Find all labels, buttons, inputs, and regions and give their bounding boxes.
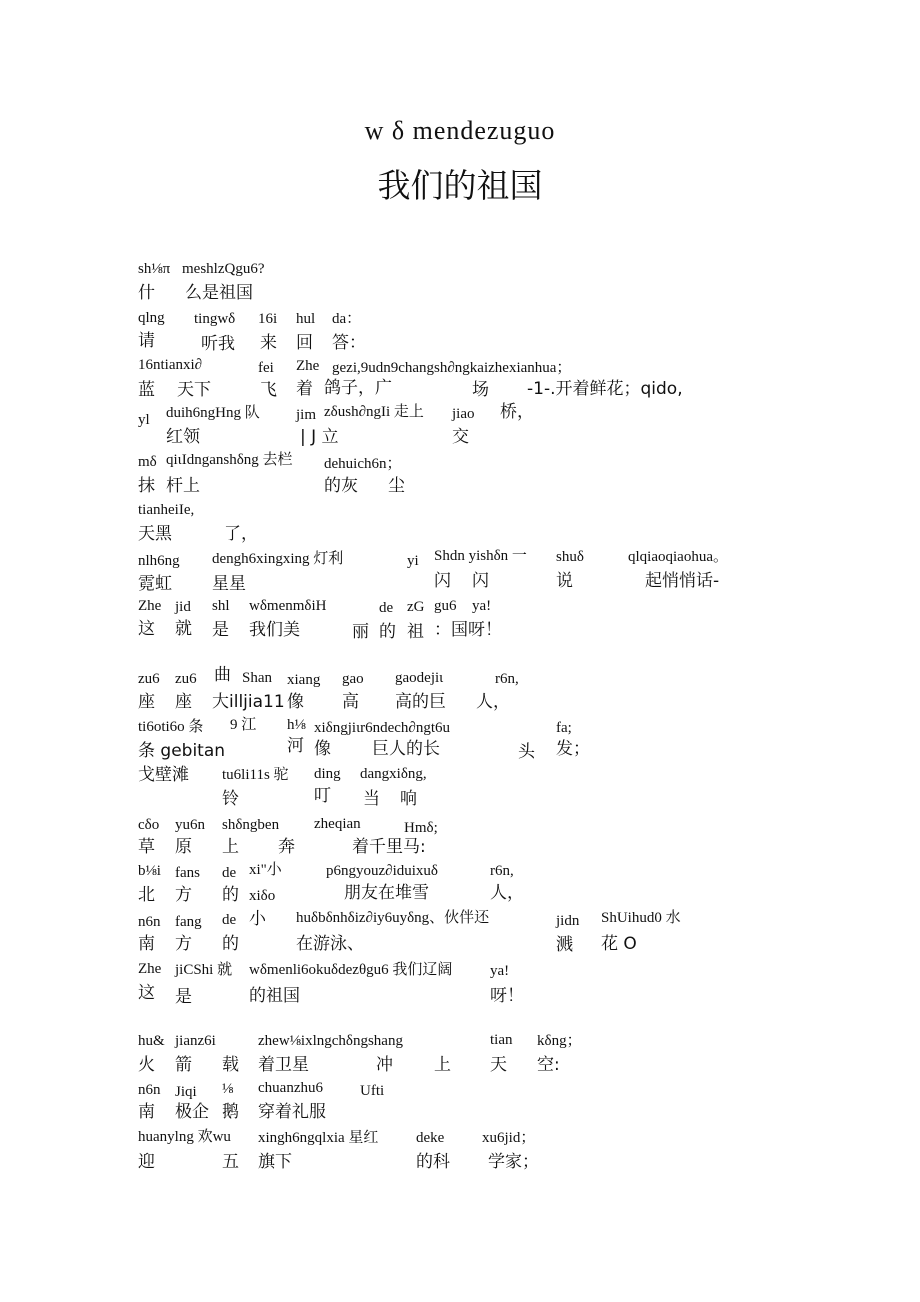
- pinyin-text: fa;: [556, 720, 572, 736]
- chinese-text: 北: [138, 885, 155, 905]
- chinese-text: 了，: [224, 524, 258, 544]
- chinese-text: 杆上: [166, 476, 200, 496]
- pinyin-text: yl: [138, 412, 150, 428]
- chinese-text: 叮: [314, 786, 331, 806]
- pinyin-text: deke: [416, 1130, 445, 1146]
- chinese-text: 朋友在堆雪: [344, 883, 429, 903]
- pinyin-text: shl: [212, 598, 230, 614]
- chinese-text: 发；: [556, 739, 590, 759]
- pinyin-text: meshlzQgu6?: [182, 261, 265, 277]
- pinyin-text: shδngben: [222, 817, 280, 833]
- chinese-text: 大illjia11: [212, 692, 285, 712]
- pinyin-text: Jiqi: [175, 1084, 197, 1100]
- chinese-text: 丽: [352, 622, 369, 642]
- pinyin-text: shuδ: [556, 549, 584, 565]
- pinyin-text: wδmenmδiH: [249, 598, 327, 614]
- chinese-text: 祖: [407, 622, 424, 642]
- chinese-text: 箭: [175, 1055, 192, 1075]
- chinese-text: 着千里马:: [352, 837, 426, 857]
- pinyin-text: ding: [314, 766, 341, 782]
- pinyin-text: Zhe: [138, 961, 162, 977]
- chinese-text: 的灰: [324, 476, 358, 496]
- chinese-text: 旗下: [258, 1152, 292, 1172]
- pinyin-text: gaodejiι: [395, 670, 444, 686]
- chinese-text: | J 立: [300, 427, 339, 447]
- pinyin-text: cδo: [138, 817, 160, 833]
- pinyin-text: ya!: [490, 963, 510, 979]
- pinyin-text: fans: [175, 865, 200, 881]
- pinyin-text: mδ: [138, 454, 157, 470]
- chinese-text: 鹅: [222, 1102, 239, 1122]
- chinese-text: 星星: [212, 574, 246, 594]
- chinese-text: 冲: [376, 1055, 393, 1075]
- pinyin-text: tianheiIe,: [138, 502, 195, 518]
- chinese-text: 蓝: [138, 380, 155, 400]
- chinese-text: 上: [222, 837, 239, 857]
- chinese-text: 方: [175, 934, 192, 954]
- pinyin-text: b⅛i: [138, 863, 161, 879]
- pinyin-text: xiδngjiιr6ndech∂ngt6u: [314, 720, 450, 736]
- pinyin-text: xiδo: [249, 888, 276, 904]
- pinyin-text: 9 江: [230, 717, 257, 733]
- chinese-text: 人，: [490, 883, 524, 903]
- chinese-text: 奔: [278, 837, 295, 857]
- pinyin-text: zδush∂ngIi 走上: [324, 404, 424, 420]
- chinese-text: 戈壁滩: [138, 765, 189, 785]
- chinese-text: 红领: [166, 427, 200, 447]
- chinese-text: 回: [296, 333, 313, 353]
- chinese-text: 人，: [476, 692, 510, 712]
- pinyin-text: r6n,: [495, 671, 519, 687]
- chinese-text: 的科: [416, 1152, 450, 1172]
- chinese-text: 方: [175, 885, 192, 905]
- pinyin-text: zu6: [138, 671, 160, 687]
- pinyin-text: zG: [407, 599, 425, 615]
- chinese-text: 五: [222, 1152, 239, 1172]
- pinyin-text: n6n: [138, 914, 161, 930]
- chinese-text: 交: [452, 427, 469, 447]
- chinese-text: 花 O: [601, 934, 637, 954]
- chinese-text: 抹: [138, 476, 155, 496]
- chinese-text: 是: [175, 987, 192, 1007]
- chinese-text: 溅: [556, 935, 573, 955]
- pinyin-text: r6n,: [490, 863, 514, 879]
- pinyin-text: huanylng 欢wu: [138, 1129, 231, 1145]
- pinyin-text: ti6oti6o 条: [138, 719, 204, 735]
- chinese-text: 天: [490, 1055, 507, 1075]
- pinyin-text: Zhe: [138, 598, 162, 614]
- chinese-text: 在游泳、: [296, 934, 364, 954]
- pinyin-text: xi"小: [249, 862, 282, 878]
- chinese-text: -1-.开着鲜花；qido,: [527, 379, 683, 399]
- pinyin-text: qiιIdnganshδng 去栏: [166, 452, 293, 468]
- chinese-text: 闪: [434, 571, 451, 591]
- chinese-text: 原: [175, 837, 192, 857]
- pinyin-text: de: [379, 600, 394, 616]
- pinyin-text: dangxiδng,: [360, 766, 427, 782]
- pinyin-text: ya!: [472, 598, 492, 614]
- pinyin-text: yi: [407, 553, 419, 569]
- chinese-text: 小: [249, 909, 266, 929]
- pinyin-text: jim: [296, 407, 317, 423]
- chinese-text: 极企: [175, 1102, 209, 1122]
- chinese-text: 穿着礼服: [258, 1102, 326, 1122]
- pinyin-text: zheqian: [314, 816, 361, 832]
- chinese-text: 像: [314, 739, 331, 759]
- pinyin-text: dengh6xingxing 灯利: [212, 551, 344, 567]
- chinese-text: 南: [138, 934, 155, 954]
- chinese-text: 火: [138, 1055, 155, 1075]
- pinyin-text: de: [222, 865, 237, 881]
- chinese-text: 当: [363, 789, 380, 809]
- pinyin-text: duih6ngHng 队: [166, 405, 260, 421]
- title-chinese: 我们的祖国: [377, 166, 543, 205]
- chinese-text: ：国呀！: [434, 620, 502, 640]
- pinyin-text: da：: [332, 311, 362, 327]
- pinyin-text: gao: [342, 671, 364, 687]
- chinese-text: 河: [287, 736, 304, 756]
- chinese-text: 巨人的长: [372, 739, 440, 759]
- pinyin-text: qlng: [138, 310, 165, 326]
- pinyin-text: de: [222, 912, 237, 928]
- chinese-text: 高: [342, 692, 359, 712]
- pinyin-text: jiCShi 就: [175, 962, 233, 978]
- chinese-text: 草: [138, 837, 155, 857]
- pinyin-text: yu6n: [175, 817, 205, 833]
- chinese-text: 这: [138, 983, 155, 1003]
- chinese-text: 着: [296, 379, 313, 399]
- pinyin-text: fei: [258, 360, 274, 376]
- pinyin-text: xingh6ngqlxia 星红: [258, 1130, 379, 1146]
- chinese-text: 听我: [201, 334, 235, 354]
- chinese-text: 天黑: [138, 524, 172, 544]
- chinese-text: 么是祖国: [185, 283, 253, 303]
- pinyin-text: zhew⅛ixlngchδngshang: [258, 1033, 403, 1049]
- chinese-text: 闪: [472, 571, 489, 591]
- chinese-text: 学家；: [488, 1152, 539, 1172]
- pinyin-text: kδng；: [537, 1033, 582, 1049]
- pinyin-text: ⅛: [222, 1081, 234, 1097]
- chinese-text: 响: [400, 789, 417, 809]
- pinyin-text: qlqiaoqiaohua。: [628, 549, 728, 565]
- chinese-text: 天下: [177, 380, 211, 400]
- chinese-text: 桥，: [500, 402, 534, 422]
- chinese-text: 来: [260, 333, 277, 353]
- pinyin-text: 16ntianxi∂: [138, 357, 203, 373]
- chinese-text: 座: [175, 692, 192, 712]
- pinyin-text: ShUihud0 水: [601, 910, 681, 926]
- chinese-text: 的祖国: [249, 986, 300, 1006]
- chinese-text: 南: [138, 1102, 155, 1122]
- chinese-text: 的: [222, 885, 239, 905]
- pinyin-text: jiao: [452, 406, 475, 422]
- chinese-text: 起悄悄话-: [645, 571, 720, 591]
- pinyin-text: jidn: [556, 913, 580, 929]
- pinyin-text: 16i: [258, 311, 278, 327]
- pinyin-text: dehuich6n；: [324, 456, 402, 472]
- chinese-text: 的: [379, 622, 396, 642]
- pinyin-text: p6ngyouz∂iduixuδ: [326, 863, 438, 879]
- title-pinyin: w δ mendezuguo: [364, 116, 556, 145]
- pinyin-text: h⅛: [287, 717, 306, 733]
- chinese-text: 说: [556, 571, 573, 591]
- chinese-text: 这: [138, 619, 155, 639]
- chinese-text: 上: [434, 1055, 451, 1075]
- chinese-text: 呀！: [490, 986, 524, 1006]
- chinese-text: 高的巨: [395, 692, 446, 712]
- chinese-text: 载: [222, 1055, 239, 1075]
- chinese-text: 头: [518, 742, 535, 762]
- chinese-text: 空:: [537, 1055, 560, 1075]
- pinyin-text: nlh6ng: [138, 553, 180, 569]
- chinese-text: 我们美: [249, 620, 300, 640]
- pinyin-text: jid: [175, 599, 191, 615]
- chinese-text: 鸽子，广: [324, 378, 392, 398]
- chinese-text: 曲: [214, 665, 231, 685]
- chinese-text: 什: [138, 283, 155, 303]
- pinyin-text: jianz6i: [175, 1033, 216, 1049]
- chinese-text: 霓虹: [138, 574, 172, 594]
- pinyin-text: wδmenli6okuδdezθgu6 我们辽阔: [249, 962, 453, 978]
- chinese-text: 是: [212, 620, 229, 640]
- pinyin-text: xiang: [287, 672, 321, 688]
- pinyin-text: tingwδ: [194, 311, 236, 327]
- chinese-text: 请: [138, 331, 155, 351]
- chinese-text: 迎: [138, 1152, 155, 1172]
- chinese-text: 的: [222, 934, 239, 954]
- pinyin-text: Shan: [242, 670, 272, 686]
- chinese-text: 像: [287, 692, 304, 712]
- pinyin-text: huδbδnhδiz∂iy6uyδng、伙伴还: [296, 910, 490, 926]
- pinyin-text: hul: [296, 311, 316, 327]
- chinese-text: 条 gebitan: [138, 741, 226, 761]
- pinyin-text: fang: [175, 914, 202, 930]
- pinyin-text: n6n: [138, 1082, 161, 1098]
- chinese-text: 就: [175, 619, 192, 639]
- pinyin-text: Shdn yishδn 一: [434, 548, 527, 564]
- pinyin-text: Zhe: [296, 358, 320, 374]
- pinyin-text: tian: [490, 1032, 513, 1048]
- pinyin-text: Ufti: [360, 1083, 385, 1099]
- chinese-text: 答：: [332, 333, 366, 353]
- pinyin-text: zu6: [175, 671, 197, 687]
- chinese-text: 铃: [222, 789, 239, 809]
- pinyin-text: hu&: [138, 1033, 165, 1049]
- pinyin-text: tu6li11s 驼: [222, 767, 289, 783]
- chinese-text: 飞: [260, 380, 277, 400]
- chinese-text: 尘: [388, 476, 405, 496]
- chinese-text: 场: [472, 380, 489, 400]
- pinyin-text: Hmδ;: [404, 820, 438, 836]
- pinyin-text: gezi,9udn9changsh∂ngkaizhexianhua；: [332, 360, 572, 376]
- chinese-text: 着卫星: [258, 1055, 309, 1075]
- pinyin-text: xu6jid；: [482, 1130, 536, 1146]
- pinyin-text: sh⅛π: [138, 261, 171, 277]
- pinyin-text: gu6: [434, 598, 457, 614]
- chinese-text: 座: [138, 692, 155, 712]
- pinyin-text: chuanzhu6: [258, 1080, 323, 1096]
